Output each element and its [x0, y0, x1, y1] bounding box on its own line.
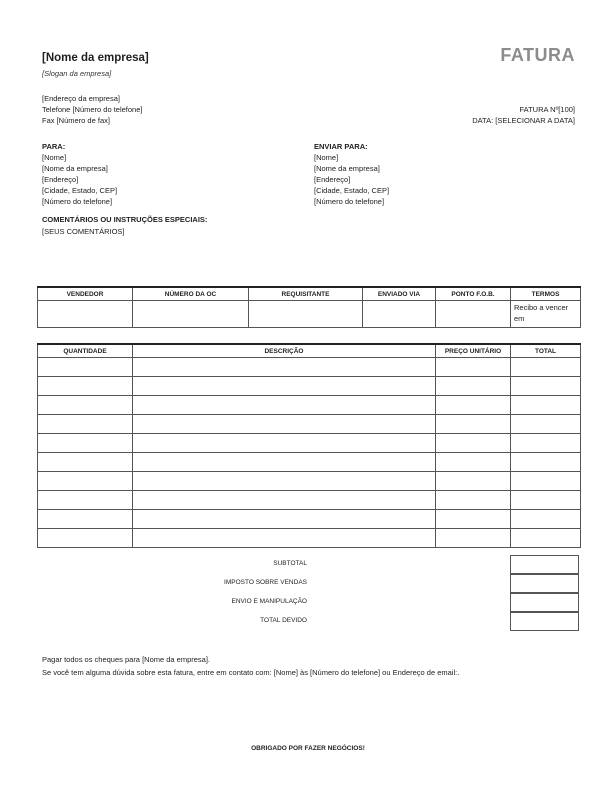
- thank-you-note: OBRIGADO POR FAZER NEGÓCIOS!: [251, 745, 365, 752]
- line-total-cell[interactable]: [511, 453, 581, 472]
- header-requester: REQUISITANTE: [249, 287, 363, 301]
- quantity-cell[interactable]: [38, 453, 133, 472]
- invoice-meta: [472, 104, 575, 126]
- quantity-cell[interactable]: [38, 510, 133, 529]
- shipping-label: ENVIO E MANIPULAÇÃO: [231, 598, 307, 605]
- po-number-cell[interactable]: [133, 301, 249, 328]
- description-cell[interactable]: [133, 396, 436, 415]
- tax-label: IMPOSTO SOBRE VENDAS: [224, 579, 307, 586]
- unit-price-cell[interactable]: [436, 434, 511, 453]
- total-due-label: TOTAL DEVIDO: [260, 617, 307, 624]
- quantity-cell[interactable]: [38, 377, 133, 396]
- requester-cell[interactable]: [249, 301, 363, 328]
- ship-to-line: [Nome]: [314, 153, 339, 162]
- unit-price-cell[interactable]: [436, 358, 511, 377]
- shipping-value[interactable]: [510, 593, 579, 612]
- invoice-number: FATURA Nº[100]: [519, 105, 575, 114]
- description-cell[interactable]: [133, 453, 436, 472]
- line-total-cell[interactable]: [511, 510, 581, 529]
- subtotal-value[interactable]: [510, 555, 579, 574]
- bill-to-heading: PARA:: [42, 142, 66, 151]
- line-total-cell[interactable]: [511, 377, 581, 396]
- header-description: DESCRIÇÃO: [133, 344, 436, 358]
- quantity-cell[interactable]: [38, 491, 133, 510]
- bill-to-line: [Endereço]: [42, 175, 79, 184]
- description-cell[interactable]: [133, 434, 436, 453]
- table-row: [38, 301, 581, 328]
- table-row: [38, 358, 581, 377]
- table-row: [38, 491, 581, 510]
- header-po-number: NÚMERO DA OC: [133, 287, 249, 301]
- terms-cell[interactable]: Recibo a vencer em: [511, 301, 581, 328]
- bill-to-block: [42, 141, 117, 207]
- header-quantity: QUANTIDADE: [38, 344, 133, 358]
- total-due-value[interactable]: [510, 612, 579, 631]
- table-row: [38, 377, 581, 396]
- company-fax: Fax [Número de fax]: [42, 116, 110, 125]
- salesperson-cell[interactable]: [38, 301, 133, 328]
- description-cell[interactable]: [133, 415, 436, 434]
- header-salesperson: VENDEDOR: [38, 287, 133, 301]
- quantity-cell[interactable]: [38, 529, 133, 548]
- quantity-cell[interactable]: [38, 415, 133, 434]
- ship-to-heading: ENVIAR PARA:: [314, 142, 368, 151]
- unit-price-cell[interactable]: [436, 396, 511, 415]
- ship-to-block: [314, 141, 389, 207]
- company-contact: [42, 93, 142, 126]
- bill-to-line: [Número do telefone]: [42, 197, 113, 206]
- line-total-cell[interactable]: [511, 472, 581, 491]
- description-cell[interactable]: [133, 377, 436, 396]
- table-row: [38, 472, 581, 491]
- line-total-cell[interactable]: [511, 396, 581, 415]
- header-fob-point: PONTO F.O.B.: [436, 287, 511, 301]
- table-row: [38, 529, 581, 548]
- company-slogan: [Slogan da empresa]: [42, 69, 112, 78]
- bill-to-line: [Cidade, Estado, CEP]: [42, 186, 118, 195]
- checks-note: Pagar todos os cheques para [Nome da empresa].: [42, 655, 211, 664]
- table-row: [38, 415, 581, 434]
- invoice-date: DATA: [SELECIONAR A DATA]: [472, 116, 575, 125]
- line-items-body: [38, 358, 581, 548]
- ship-to-line: [Endereço]: [314, 175, 351, 184]
- contact-note: Se você tem alguma dúvida sobre esta fatura, entre em contato com: [Nome] às [Número do telefone] ou Endereço de email:.: [42, 668, 460, 677]
- quantity-cell[interactable]: [38, 358, 133, 377]
- order-info-table: [37, 286, 581, 328]
- comments-heading: COMENTÁRIOS OU INSTRUÇÕES ESPECIAIS:: [42, 215, 208, 224]
- shipped-via-cell[interactable]: [363, 301, 436, 328]
- description-cell[interactable]: [133, 491, 436, 510]
- comments-block: [42, 214, 207, 238]
- quantity-cell[interactable]: [38, 434, 133, 453]
- description-cell[interactable]: [133, 472, 436, 491]
- line-total-cell[interactable]: [511, 529, 581, 548]
- description-cell[interactable]: [133, 358, 436, 377]
- fob-point-cell[interactable]: [436, 301, 511, 328]
- unit-price-cell[interactable]: [436, 415, 511, 434]
- quantity-cell[interactable]: [38, 396, 133, 415]
- line-items-table: [37, 343, 581, 548]
- unit-price-cell[interactable]: [436, 453, 511, 472]
- line-total-cell[interactable]: [511, 415, 581, 434]
- company-phone: Telefone [Número do telefone]: [42, 105, 143, 114]
- tax-value[interactable]: [510, 574, 579, 593]
- company-address: [Endereço da empresa]: [42, 94, 120, 103]
- bill-to-line: [Nome da empresa]: [42, 164, 108, 173]
- ship-to-line: [Número do telefone]: [314, 197, 385, 206]
- header-terms: TERMOS: [511, 287, 581, 301]
- subtotal-label: SUBTOTAL: [273, 560, 307, 567]
- description-cell[interactable]: [133, 529, 436, 548]
- ship-to-line: [Cidade, Estado, CEP]: [314, 186, 390, 195]
- quantity-cell[interactable]: [38, 472, 133, 491]
- unit-price-cell[interactable]: [436, 472, 511, 491]
- line-total-cell[interactable]: [511, 358, 581, 377]
- unit-price-cell[interactable]: [436, 510, 511, 529]
- table-row: [38, 510, 581, 529]
- unit-price-cell[interactable]: [436, 377, 511, 396]
- table-row: [38, 396, 581, 415]
- unit-price-cell[interactable]: [436, 529, 511, 548]
- line-total-cell[interactable]: [511, 434, 581, 453]
- company-name: [Nome da empresa]: [42, 52, 149, 64]
- invoice-title: FATURA: [500, 45, 575, 65]
- unit-price-cell[interactable]: [436, 491, 511, 510]
- header-total: TOTAL: [511, 344, 581, 358]
- comments-text[interactable]: [SEUS COMENTÁRIOS]: [42, 227, 125, 236]
- header-unit-price: PREÇO UNITÁRIO: [436, 344, 511, 358]
- line-total-cell[interactable]: [511, 491, 581, 510]
- bill-to-line: [Nome]: [42, 153, 67, 162]
- ship-to-line: [Nome da empresa]: [314, 164, 380, 173]
- header-shipped-via: ENVIADO VIA: [363, 287, 436, 301]
- table-row: [38, 453, 581, 472]
- table-row: [38, 434, 581, 453]
- description-cell[interactable]: [133, 510, 436, 529]
